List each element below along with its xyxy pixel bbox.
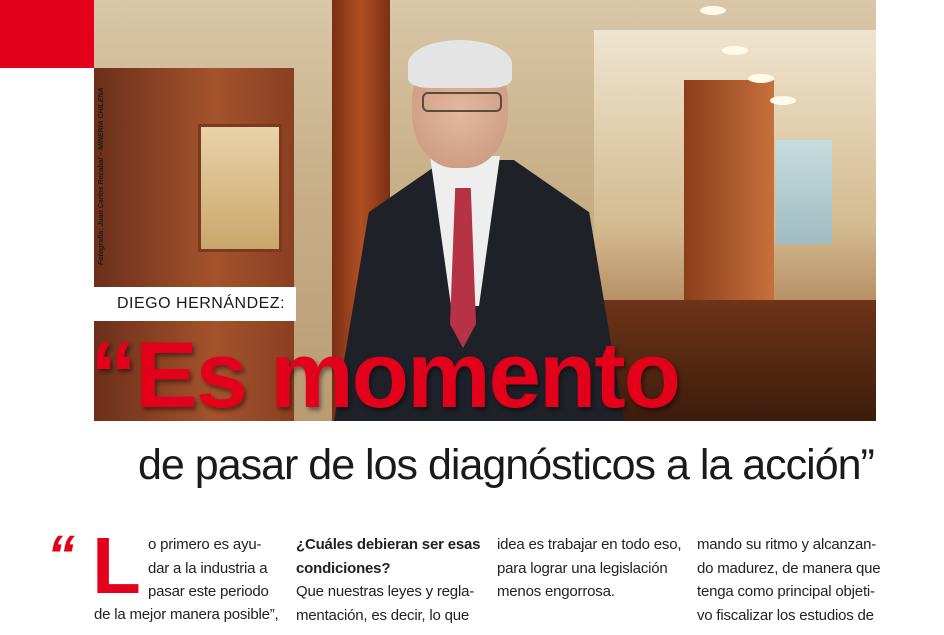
question-line: condiciones? xyxy=(296,559,391,577)
subject-name-box xyxy=(94,287,296,321)
ceiling-light xyxy=(770,96,796,105)
dropcap-quote: “ xyxy=(47,523,75,586)
column-1-full xyxy=(94,603,279,627)
body-line: menos engorrosa. xyxy=(497,583,615,600)
ceiling-light xyxy=(748,74,774,83)
body-line: para lograr una legislación xyxy=(497,559,668,577)
corridor-window xyxy=(776,140,832,244)
photo-credit: Fotografía: Juan Carlos Recabal – MINERÍA CHILENA xyxy=(98,87,105,265)
body-line: dar a la industria a xyxy=(148,559,268,577)
dropcap-letter: L xyxy=(92,521,141,610)
body-line: o primero es ayu- xyxy=(148,536,262,553)
body-line: vo fiscalizar los estudios de xyxy=(697,606,874,624)
body-line: mando su ritmo y alcanzan- xyxy=(697,536,877,553)
body-line: de la mejor manera posible”, xyxy=(94,606,279,623)
body-line: mentación, es decir, lo que xyxy=(296,606,470,624)
headline-main: “Es momento xyxy=(90,322,680,427)
display-case xyxy=(198,124,282,252)
body-line: idea es trabajar en todo eso, xyxy=(497,536,682,553)
subject-name: DIEGO HERNÁNDEZ: xyxy=(117,295,286,312)
body-line: Que nuestras leyes y regla- xyxy=(296,583,475,600)
body-line: pasar este periodo xyxy=(148,583,269,600)
ceiling-light xyxy=(700,6,726,15)
headline-sub: de pasar de los diagnósticos a la acción” xyxy=(138,441,874,489)
column-1-indented xyxy=(148,533,269,604)
question-line: ¿Cuáles debieran ser esas xyxy=(296,536,481,553)
ceiling-light xyxy=(722,46,748,55)
column-3 xyxy=(497,533,681,604)
person-hair xyxy=(408,40,512,88)
body-line: tenga como principal objeti- xyxy=(697,583,875,600)
body-line: do madurez, de manera que xyxy=(697,559,881,577)
glasses xyxy=(422,92,502,112)
column-4 xyxy=(697,533,880,627)
column-2 xyxy=(296,533,480,627)
